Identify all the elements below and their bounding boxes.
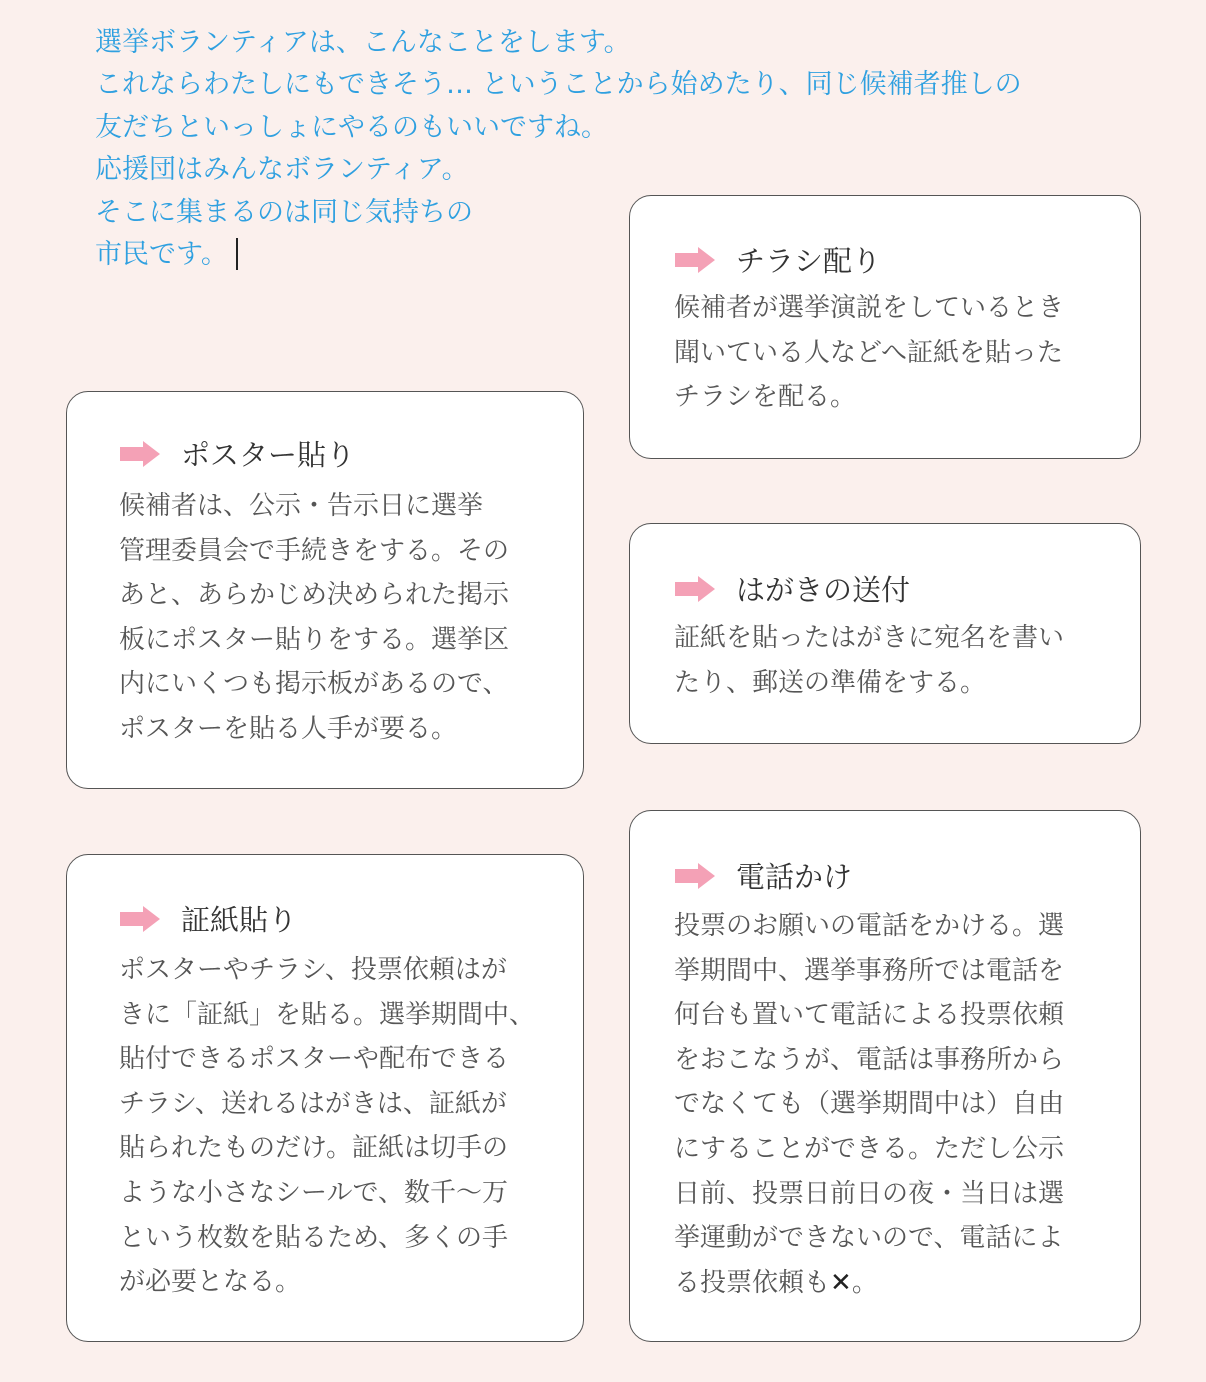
card-header <box>674 855 852 896</box>
card-line: にすることができる。ただし公示 <box>674 1133 1065 1164</box>
right-arrow-icon <box>119 904 161 934</box>
card-body <box>674 904 1064 1305</box>
card-line: チラシ、送れるはがきは、証紙が <box>119 1088 507 1119</box>
intro-line: 友だちといっしょにやるのもいいですね。 <box>95 111 608 143</box>
card-line: 候補者が選挙演説をしているとき <box>674 293 1065 323</box>
card-title: はがきの送付 <box>736 573 911 607</box>
intro-line: 選挙ボランティアは、こんなことをします。 <box>95 27 631 58</box>
card-line: 板にポスター貼りをする。選挙区 <box>119 624 510 655</box>
card-line-end: 。 <box>851 1267 878 1298</box>
card-line: 投票のお願いの電話をかける。選 <box>674 911 1065 941</box>
card-line: でなくても（選挙期間中は）自由 <box>674 1089 1065 1120</box>
card-header <box>119 898 297 939</box>
card-line: 貼付できるポスターや配布できる <box>119 1044 510 1075</box>
card-line: をおこなうが、電話は事務所から <box>674 1044 1065 1075</box>
card-phone <box>629 810 1141 1342</box>
text-cursor <box>236 238 238 270</box>
card-poster <box>66 391 584 789</box>
card-line: あと、あらかじめ決められた掲示 <box>119 580 510 611</box>
card-line: 挙運動ができないので、電話によ <box>674 1223 1064 1254</box>
card-body <box>119 948 535 1305</box>
card-line: という枚数を貼るため、多くの手 <box>119 1222 508 1253</box>
card-line: 証紙を貼ったはがきに宛名を書い <box>674 623 1065 653</box>
card-title: 電話かけ <box>736 860 853 894</box>
card-title: 証紙貼り <box>181 903 298 937</box>
card-line-last <box>674 1261 1064 1306</box>
card-line-text: る投票依頼も <box>674 1267 831 1298</box>
card-line: 内にいくつも掲示板があるので、 <box>119 669 509 700</box>
card-line: 貼られたものだけ。証紙は切手の <box>119 1133 508 1164</box>
card-line: 管理委員会で手続きをする。その <box>119 535 510 566</box>
card-body <box>674 286 1064 420</box>
card-line: たり、郵送の準備をする。 <box>674 667 987 698</box>
intro-line: 応援団はみんなボランティア。 <box>95 154 469 186</box>
card-line: 聞いている人などへ証紙を貼った <box>674 337 1063 368</box>
card-line: が必要となる。 <box>119 1267 302 1298</box>
intro-line: そこに集まるのは同じ気持ちの <box>95 196 473 228</box>
card-line: 日前、投票日前日の夜・当日は選 <box>674 1178 1065 1209</box>
card-line: チラシを配る。 <box>674 382 857 413</box>
right-arrow-icon <box>674 245 716 275</box>
card-line: 候補者は、公示・告示日に選挙 <box>119 491 484 521</box>
card-header <box>674 239 881 280</box>
intro-line: これならわたしにもできそう… ということから始めたり、同じ候補者推しの <box>95 69 1022 101</box>
card-body <box>674 616 1064 705</box>
x-mark-icon: ✕ <box>830 1267 852 1298</box>
card-body <box>119 484 509 752</box>
card-line: ような小さなシールで、数千～万 <box>119 1177 508 1208</box>
right-arrow-icon <box>119 439 161 469</box>
card-line: ポスターやチラシ、投票依頼はが <box>119 955 507 985</box>
right-arrow-icon <box>674 861 716 891</box>
right-arrow-icon <box>674 574 716 604</box>
card-title: チラシ配り <box>736 244 882 278</box>
card-header <box>119 433 355 474</box>
card-postcard <box>629 523 1141 744</box>
card-header <box>674 568 910 609</box>
card-stamp <box>66 854 584 1342</box>
card-line: 挙期間中、選挙事務所では電話を <box>674 955 1065 986</box>
card-line: きに「証紙」を貼る。選挙期間中、 <box>119 999 536 1030</box>
intro-line-text: 市民です。 <box>95 239 228 271</box>
card-flyer <box>629 195 1141 459</box>
card-line: 何台も置いて電話による投票依頼 <box>674 1000 1065 1031</box>
card-line: ポスターを貼る人手が要る。 <box>119 713 458 744</box>
card-title: ポスター貼り <box>181 438 356 472</box>
